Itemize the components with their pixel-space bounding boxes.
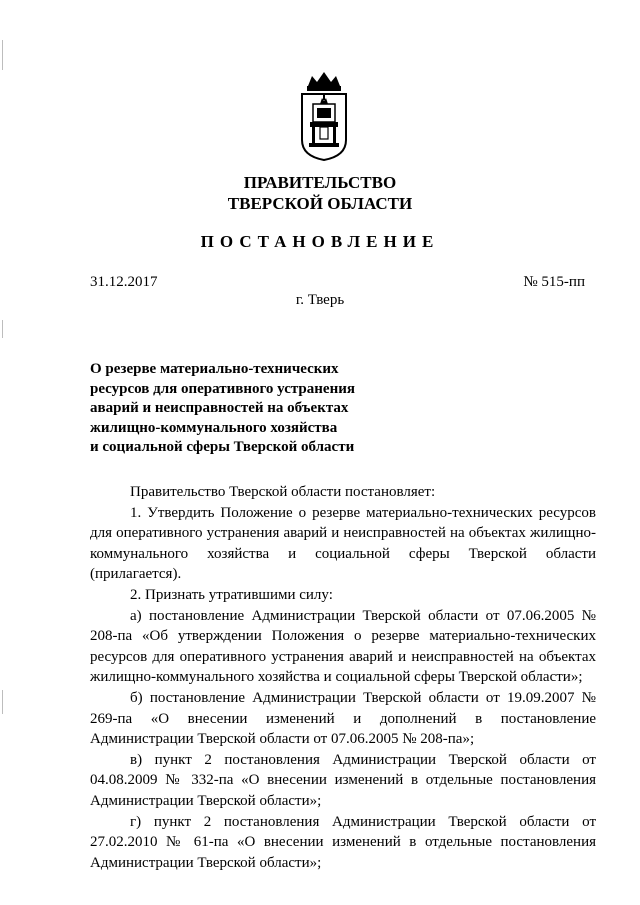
subject-line: ресурсов для оперативного устранения [90,380,355,397]
document-subject [90,360,390,458]
body-intro: Правительство Тверской области постановляет: [130,484,436,500]
tver-coat-of-arms-icon [298,70,350,162]
document-body [90,482,596,873]
document-type: ПОСТАНОВЛЕНИЕ [200,232,440,251]
scan-mark [2,690,3,714]
subject-line: аварий и неисправностей на объектах [90,400,349,416]
subject-line: О резерве материально-технических [90,361,339,377]
document-date: 31.12.2017 [90,274,158,290]
body-item-1: 1. Утвердить Положение о резерве материально-технических ресурсов для оперативного устранения аварий и неисправностей на объектах жилищно-коммунального хозяйства и социальной сферы Тверской области (прилагается). [90,504,596,583]
government-title-line1: ПРАВИТЕЛЬСТВО [243,173,397,192]
government-title-line2: ТВЕРСКОЙ ОБЛАСТИ [227,194,413,213]
body-item-2g: г) пункт 2 постановления Администрации Тверской области от 27.02.2010 № 61-па «О внесении изменений в отдельные постановления Администрации Тверской области»; [90,813,596,871]
subject-line: жилищно-коммунального хозяйства [90,419,338,436]
subject-line: и социальной сферы Тверской области [90,439,355,455]
body-item-2v: в) пункт 2 постановления Администрации Тверской области от 04.08.2009 № 332-па «О внесении изменений в отдельные постановления Администрации Тверской области»; [90,751,596,809]
document-city: г. Тверь [295,292,345,308]
body-item-2b: б) постановление Администрации Тверской области от 19.09.2007 № 269-па «О внесении изменений и дополнений в постановление Администрации Тверской области от 07.06.2005 № 208-па»; [90,689,596,748]
body-item-2a: а) постановление Администрации Тверской области от 07.06.2005 № 208-па «Об утверждении Положения о резерве материально-технических ресурсов для оперативного устранения аварий и неисправностей на объектах жилищно-коммунального хозяйства и социальной сферы Тверской области»; [90,607,596,686]
scan-mark [2,320,3,338]
document-number: № 515-пп [523,274,585,290]
scan-mark [2,40,3,70]
body-item-2: 2. Признать утратившими силу: [130,586,333,603]
